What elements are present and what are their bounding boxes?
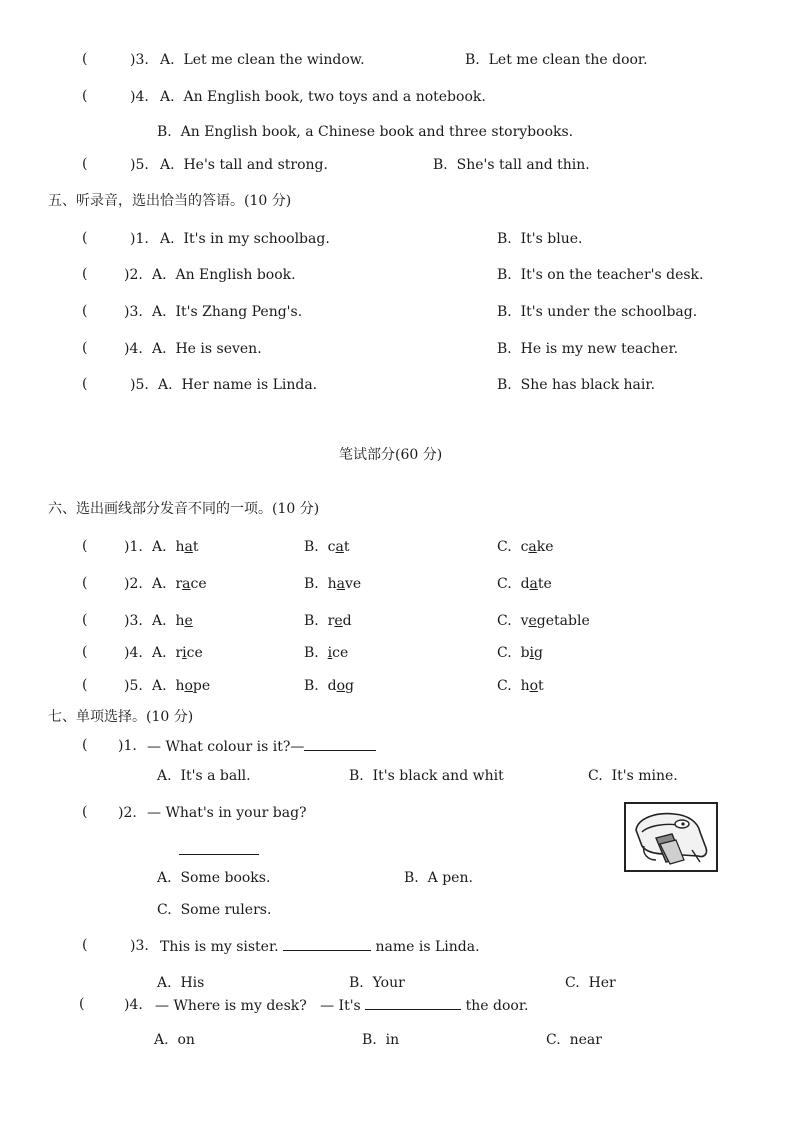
question-number: )1. — [130, 231, 149, 247]
answer-blank[interactable] — [283, 937, 371, 951]
option-b: B. Let me clean the door. — [465, 52, 648, 68]
answer-paren[interactable]: ( — [82, 538, 88, 554]
part-title: 笔试部分(60 分) — [339, 447, 443, 463]
option-a: A. Some books. — [157, 870, 271, 886]
option-a: A. he — [152, 613, 193, 629]
option-c: C. date — [497, 576, 552, 592]
option-c: C. vegetable — [497, 613, 590, 629]
answer-paren[interactable]: ( — [82, 376, 88, 392]
option-a: A. It's in my schoolbag. — [160, 231, 330, 247]
schoolbag-icon — [626, 804, 716, 870]
answer-paren[interactable]: ( — [79, 996, 85, 1012]
answer-paren[interactable]: ( — [82, 303, 88, 319]
answer-blank[interactable] — [179, 841, 259, 855]
option-a: A. on — [154, 1032, 195, 1048]
option-a: A. hope — [152, 678, 211, 694]
option-a: A. It's a ball. — [157, 768, 251, 784]
option-b: B. It's under the schoolbag. — [497, 304, 698, 320]
section-title: 五、听录音，选出恰当的答语。(10 分) — [48, 193, 292, 209]
question-number: )4. — [124, 645, 143, 661]
schoolbag-picture — [624, 802, 718, 872]
option-b: B. It's on the teacher's desk. — [497, 267, 704, 283]
question-stem: This is my sister. name is Linda. — [160, 939, 480, 955]
question-number: )3. — [130, 52, 149, 68]
option-b: B. red — [304, 613, 352, 629]
question-stem: — Where is my desk? — It's the door. — [155, 998, 529, 1014]
option-b: B. in — [362, 1032, 400, 1048]
option-b: B. It's blue. — [497, 231, 583, 247]
answer-paren[interactable]: ( — [82, 51, 88, 67]
answer-paren[interactable]: ( — [82, 644, 88, 660]
option-c: C. It's mine. — [588, 768, 678, 784]
answer-blank[interactable] — [365, 996, 461, 1010]
answer-paren[interactable]: ( — [82, 340, 88, 356]
question-number: )4. — [124, 341, 143, 357]
answer-paren[interactable]: ( — [82, 937, 88, 953]
answer-blank[interactable] — [304, 737, 376, 751]
answer-paren[interactable]: ( — [82, 266, 88, 282]
option-b: B. She has black hair. — [497, 377, 655, 393]
question-stem: — What's in your bag? — [147, 805, 307, 821]
question-number: )2. — [118, 805, 137, 821]
question-number: )1. — [118, 738, 137, 754]
option-a: A. He's tall and strong. — [160, 157, 328, 173]
option-a: A. An English book, two toys and a notebook. — [160, 89, 486, 105]
question-number: )5. — [130, 377, 149, 393]
option-b: B. A pen. — [404, 870, 473, 886]
option-b: B. cat — [304, 539, 350, 555]
question-number: )2. — [124, 267, 143, 283]
option-c: C. big — [497, 645, 543, 661]
question-number: )1. — [124, 539, 143, 555]
answer-paren[interactable]: ( — [82, 804, 88, 820]
option-c: C. cake — [497, 539, 554, 555]
option-a: A. It's Zhang Peng's. — [152, 304, 303, 320]
option-a: A. hat — [152, 539, 199, 555]
option-b: B. have — [304, 576, 362, 592]
option-b: B. It's black and whit — [349, 768, 504, 784]
answer-paren[interactable]: ( — [82, 575, 88, 591]
question-stem: — What colour is it?— — [147, 737, 376, 756]
option-a: A. An English book. — [152, 267, 296, 283]
answer-paren[interactable]: ( — [82, 737, 88, 753]
option-c: C. Her — [565, 975, 616, 991]
option-a: A. Her name is Linda. — [158, 377, 318, 393]
option-c: C. Some rulers. — [157, 902, 272, 918]
section-title: 六、选出画线部分发音不同的一项。(10 分) — [48, 501, 320, 517]
answer-paren[interactable]: ( — [82, 88, 88, 104]
option-b: B. He is my new teacher. — [497, 341, 679, 357]
option-a: A. rice — [152, 645, 203, 661]
question-number: )2. — [124, 576, 143, 592]
answer-paren[interactable]: ( — [82, 612, 88, 628]
answer-paren[interactable]: ( — [82, 230, 88, 246]
question-number: )4. — [124, 997, 143, 1013]
question-number: )3. — [124, 613, 143, 629]
option-a: A. He is seven. — [152, 341, 262, 357]
option-b: B. ice — [304, 645, 349, 661]
option-b: B. dog — [304, 678, 355, 694]
option-a: A. race — [152, 576, 207, 592]
answer-paren[interactable]: ( — [82, 156, 88, 172]
option-b: B. She's tall and thin. — [433, 157, 590, 173]
option-a: A. Let me clean the window. — [160, 52, 365, 68]
question-number: )4. — [130, 89, 149, 105]
option-b: B. Your — [349, 975, 405, 991]
option-c: C. hot — [497, 678, 544, 694]
question-number: )5. — [130, 157, 149, 173]
answer-paren[interactable]: ( — [82, 677, 88, 693]
question-number: )3. — [130, 938, 149, 954]
question-number: )3. — [124, 304, 143, 320]
option-b: B. An English book, a Chinese book and three storybooks. — [157, 124, 574, 140]
option-c: C. near — [546, 1032, 602, 1048]
question-number: )5. — [124, 678, 143, 694]
section-title: 七、单项选择。(10 分) — [48, 709, 194, 725]
option-a: A. His — [157, 975, 205, 991]
